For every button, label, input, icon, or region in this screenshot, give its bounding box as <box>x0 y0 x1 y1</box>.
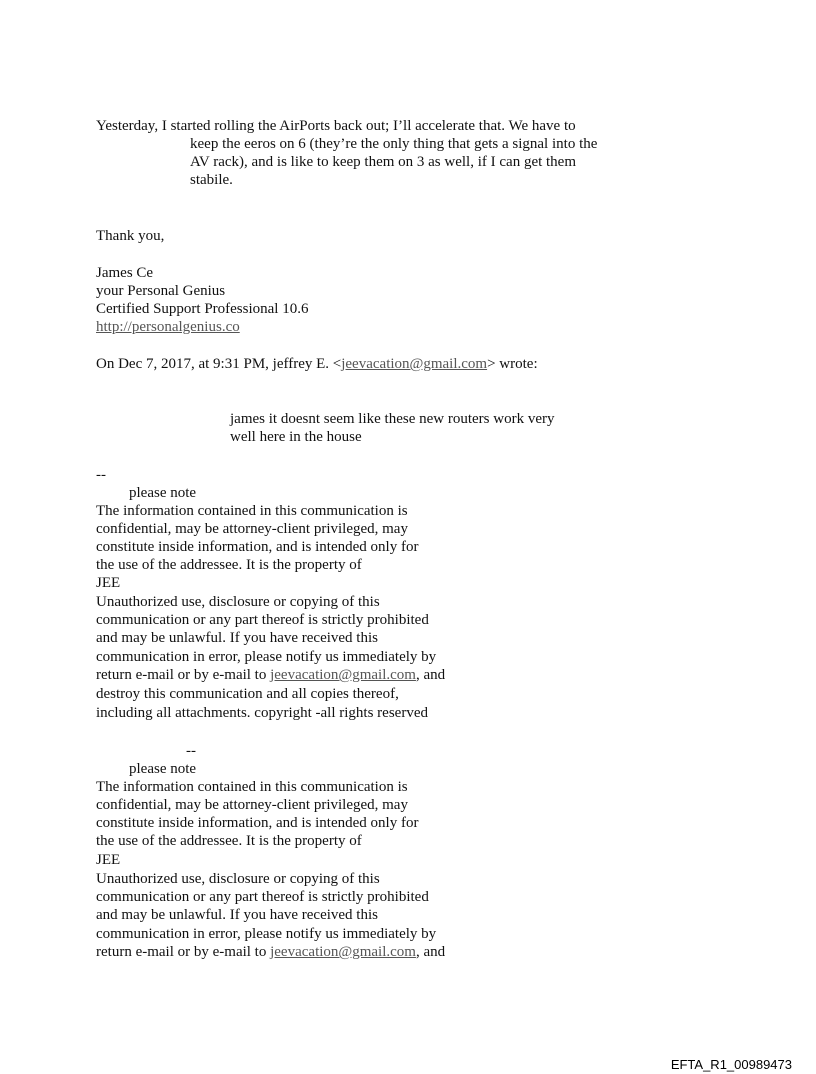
disclaimer-line: the use of the addressee. It is the property of <box>96 557 362 573</box>
signature-separator: -- <box>186 743 196 759</box>
disclaimer-line: confidential, may be attorney-client privileged, may <box>96 521 408 537</box>
disclaimer-email-line <box>96 666 445 684</box>
signature-name: James Ce <box>96 265 154 281</box>
disclaimer-email-suffix: , and <box>415 667 446 683</box>
disclaimer-line: confidential, may be attorney-client privileged, may <box>96 797 408 813</box>
disclaimer-note: please note <box>129 761 197 777</box>
signature-separator: -- <box>96 467 106 483</box>
paragraph-line: keep the eeros on 6 (they’re the only thing that gets a signal into the <box>190 136 598 152</box>
disclaimer-line: the use of the addressee. It is the property of <box>96 833 362 849</box>
document-id: EFTA_R1_00989473 <box>670 1057 792 1072</box>
quote-header-suffix: > wrote: <box>487 356 538 372</box>
disclaimer-line: JEE <box>96 575 121 591</box>
disclaimer-line: Unauthorized use, disclosure or copying of this <box>96 871 380 887</box>
disclaimer-line: The information contained in this communication is <box>96 779 408 795</box>
signature-title: your Personal Genius <box>96 283 226 299</box>
disclaimer-line: communication in error, please notify us immediately by <box>96 649 437 665</box>
paragraph-line: stabile. <box>190 172 233 188</box>
disclaimer-email-suffix: , and <box>415 944 446 960</box>
disclaimer-line: communication or any part thereof is strictly prohibited <box>96 889 429 905</box>
quote-header <box>96 355 538 373</box>
disclaimer-note: please note <box>129 485 197 501</box>
signature-cert <box>96 300 308 318</box>
disclaimer-line: JEE <box>96 852 121 868</box>
paragraph-line: AV rack), and is like to keep them on 3 as well, if I can get them <box>190 154 577 170</box>
cert-text: Certified Support Professional 10.6 <box>96 301 309 317</box>
quoted-message-line: james it doesnt seem like these new routers work very <box>230 411 555 427</box>
disclaimer-line: constitute inside information, and is intended only for <box>96 815 419 831</box>
disclaimer-email-link[interactable]: jeevacation@gmail.com <box>270 944 416 960</box>
disclaimer-email-link[interactable]: jeevacation@gmail.com <box>270 667 416 683</box>
paragraph-line: Yesterday, I started rolling the AirPorts back out; I’ll accelerate that. We have to <box>96 118 576 134</box>
sender-email-link[interactable]: jeevacation@gmail.com <box>341 356 488 372</box>
disclaimer-line: constitute inside information, and is intended only for <box>96 539 419 555</box>
disclaimer-line: The information contained in this communication is <box>96 503 408 519</box>
disclaimer-line: communication in error, please notify us immediately by <box>96 926 437 942</box>
disclaimer-line: destroy this communication and all copies thereof, <box>96 686 399 702</box>
disclaimer-line: and may be unlawful. If you have received this <box>96 907 378 923</box>
disclaimer-email-prefix: return e-mail or by e-mail to <box>96 944 271 960</box>
closing-text: Thank you, <box>96 228 165 244</box>
disclaimer-line: communication or any part thereof is strictly prohibited <box>96 612 429 628</box>
quote-header-prefix: On Dec 7, 2017, at 9:31 PM, jeffrey E. < <box>96 356 342 372</box>
signature-url-link[interactable]: http://personalgenius.co <box>96 319 240 335</box>
disclaimer-line: including all attachments. copyright -all rights reserved <box>96 705 428 721</box>
disclaimer-email-prefix: return e-mail or by e-mail to <box>96 667 271 683</box>
quoted-message-line: well here in the house <box>230 429 362 445</box>
disclaimer-email-line <box>96 943 445 961</box>
disclaimer-line: and may be unlawful. If you have received this <box>96 630 378 646</box>
disclaimer-line: Unauthorized use, disclosure or copying of this <box>96 594 380 610</box>
